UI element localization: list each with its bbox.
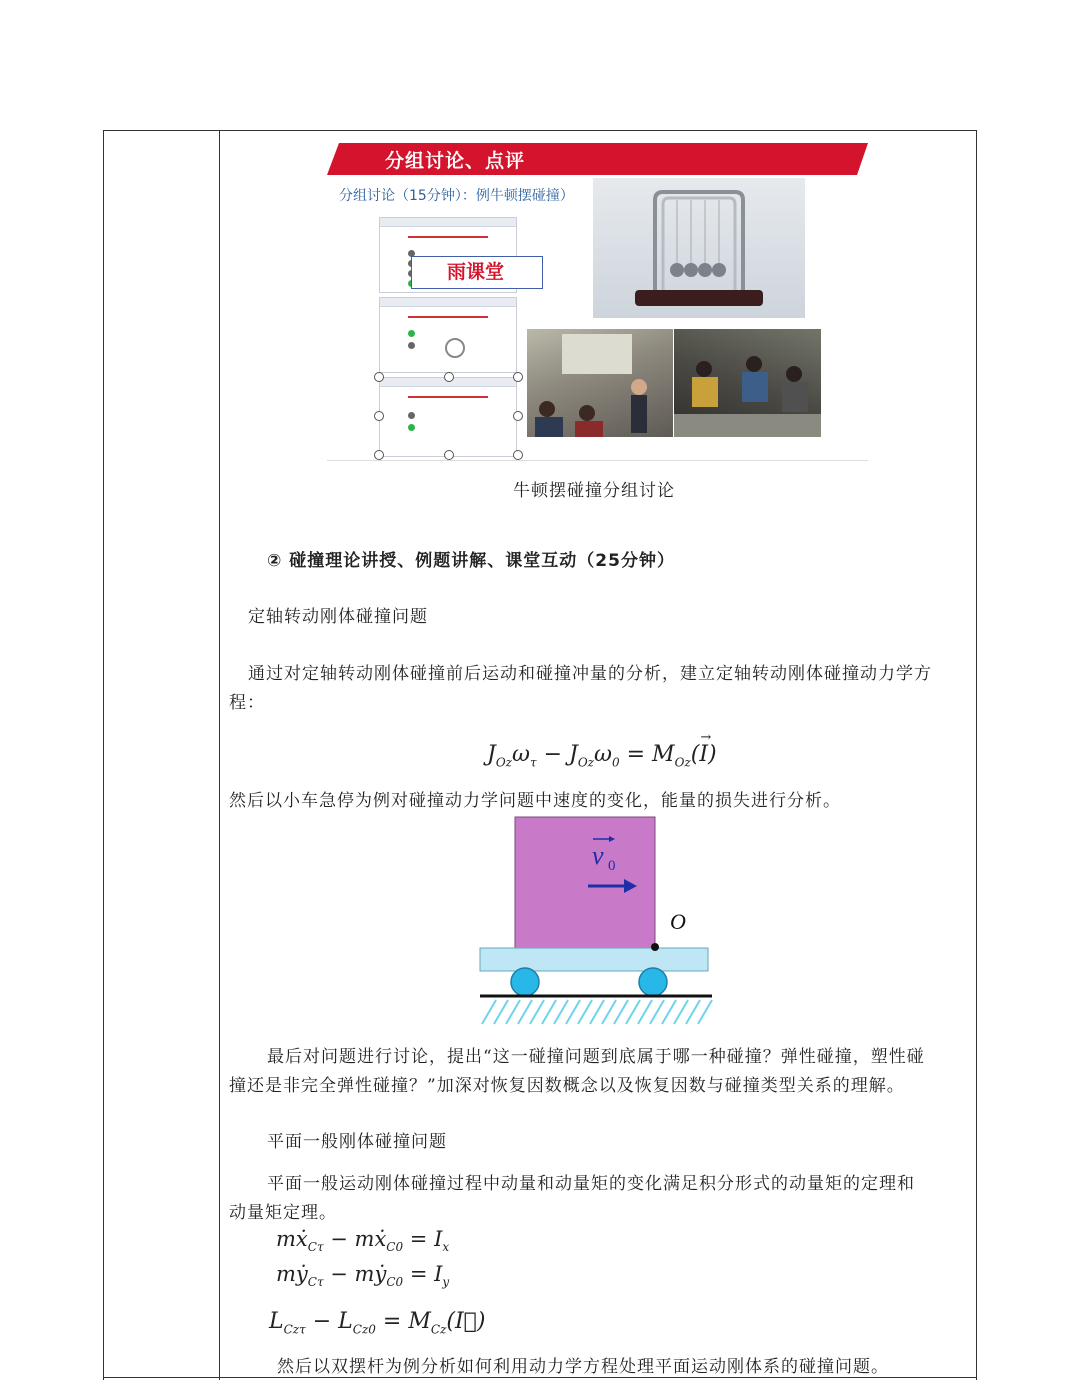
slide-banner-title: 分组讨论、点评	[385, 150, 526, 172]
newtons-cradle-photo	[593, 178, 805, 318]
velocity-label: v	[592, 841, 604, 870]
classroom-photo-students	[674, 329, 821, 437]
paragraph-4-line-2: 动量矩定理。	[229, 1203, 337, 1223]
box	[515, 817, 655, 948]
paragraph-1-line-1: 通过对定轴转动刚体碰撞前后运动和碰撞冲量的分析，建立定轴转动刚体碰撞动力学方	[248, 664, 932, 684]
table-bottom-border	[103, 1377, 977, 1378]
cart-platform	[480, 948, 708, 971]
yuketang-logo-text: 雨课堂	[447, 261, 505, 283]
equation-angular-momentum: $L_{Cz\tau} - L_{Cz0}$ = $M_{Cz}(I⃗)$	[269, 1309, 486, 1337]
equation-momentum-x: mẋ$_{C\tau}$ − mẋ$_{C0}$ = $I_x$	[276, 1227, 450, 1255]
paragraph-3-line-1: 最后对问题进行讨论，提出“这一碰撞问题到底属于哪一种碰撞？弹性碰撞，塑性碰	[267, 1047, 925, 1067]
point-o	[651, 943, 659, 951]
classroom-photo-teacher	[527, 329, 673, 437]
quiz-card-2	[379, 297, 517, 373]
wheel-left	[511, 968, 539, 996]
point-o-label: O	[670, 909, 686, 934]
paragraph-3-line-2: 撞还是非完全弹性碰撞？”加深对恢复因数概念以及恢复因数与碰撞类型关系的理解。	[229, 1076, 905, 1096]
equation-fixed-axis-collision: $J_{Oz}\omega_\tau - J_{Oz}\omega_0 = M_{Oz}(I$ → )	[487, 730, 717, 770]
equation-momentum-y: mẏ$_{C\tau}$ − mẏ$_{C0}$ = $I_y$	[276, 1262, 450, 1290]
section-heading: ② 碰撞理论讲授、例题讲解、课堂互动（25分钟）	[267, 551, 675, 571]
subsection-title-fixed-axis: 定轴转动刚体碰撞问题	[248, 607, 428, 627]
figure-caption: 牛顿摆碰撞分组讨论	[513, 481, 675, 501]
slide-subtitle: 分组讨论（15分钟）：例牛顿摆碰撞）	[339, 188, 574, 204]
paragraph-1-line-2: 程：	[229, 693, 265, 713]
table-column-divider	[219, 131, 220, 1380]
slide-image	[327, 143, 868, 461]
velocity-subscript: 0	[608, 858, 616, 874]
wheel-right	[639, 968, 667, 996]
paragraph-5: 然后以双摆杆为例分析如何利用动力学方程处理平面运动刚体系的碰撞问题。	[277, 1357, 889, 1377]
paragraph-4-line-1: 平面一般运动刚体碰撞过程中动量和动量矩的变化满足积分形式的动量矩的定理和	[267, 1174, 915, 1194]
quiz-card-3	[379, 377, 517, 457]
paragraph-2: 然后以小车急停为例对碰撞动力学问题中速度的变化，能量的损失进行分析。	[229, 791, 841, 811]
cart-collision-figure	[472, 812, 722, 1030]
subsection-title-planar: 平面一般刚体碰撞问题	[267, 1132, 447, 1152]
